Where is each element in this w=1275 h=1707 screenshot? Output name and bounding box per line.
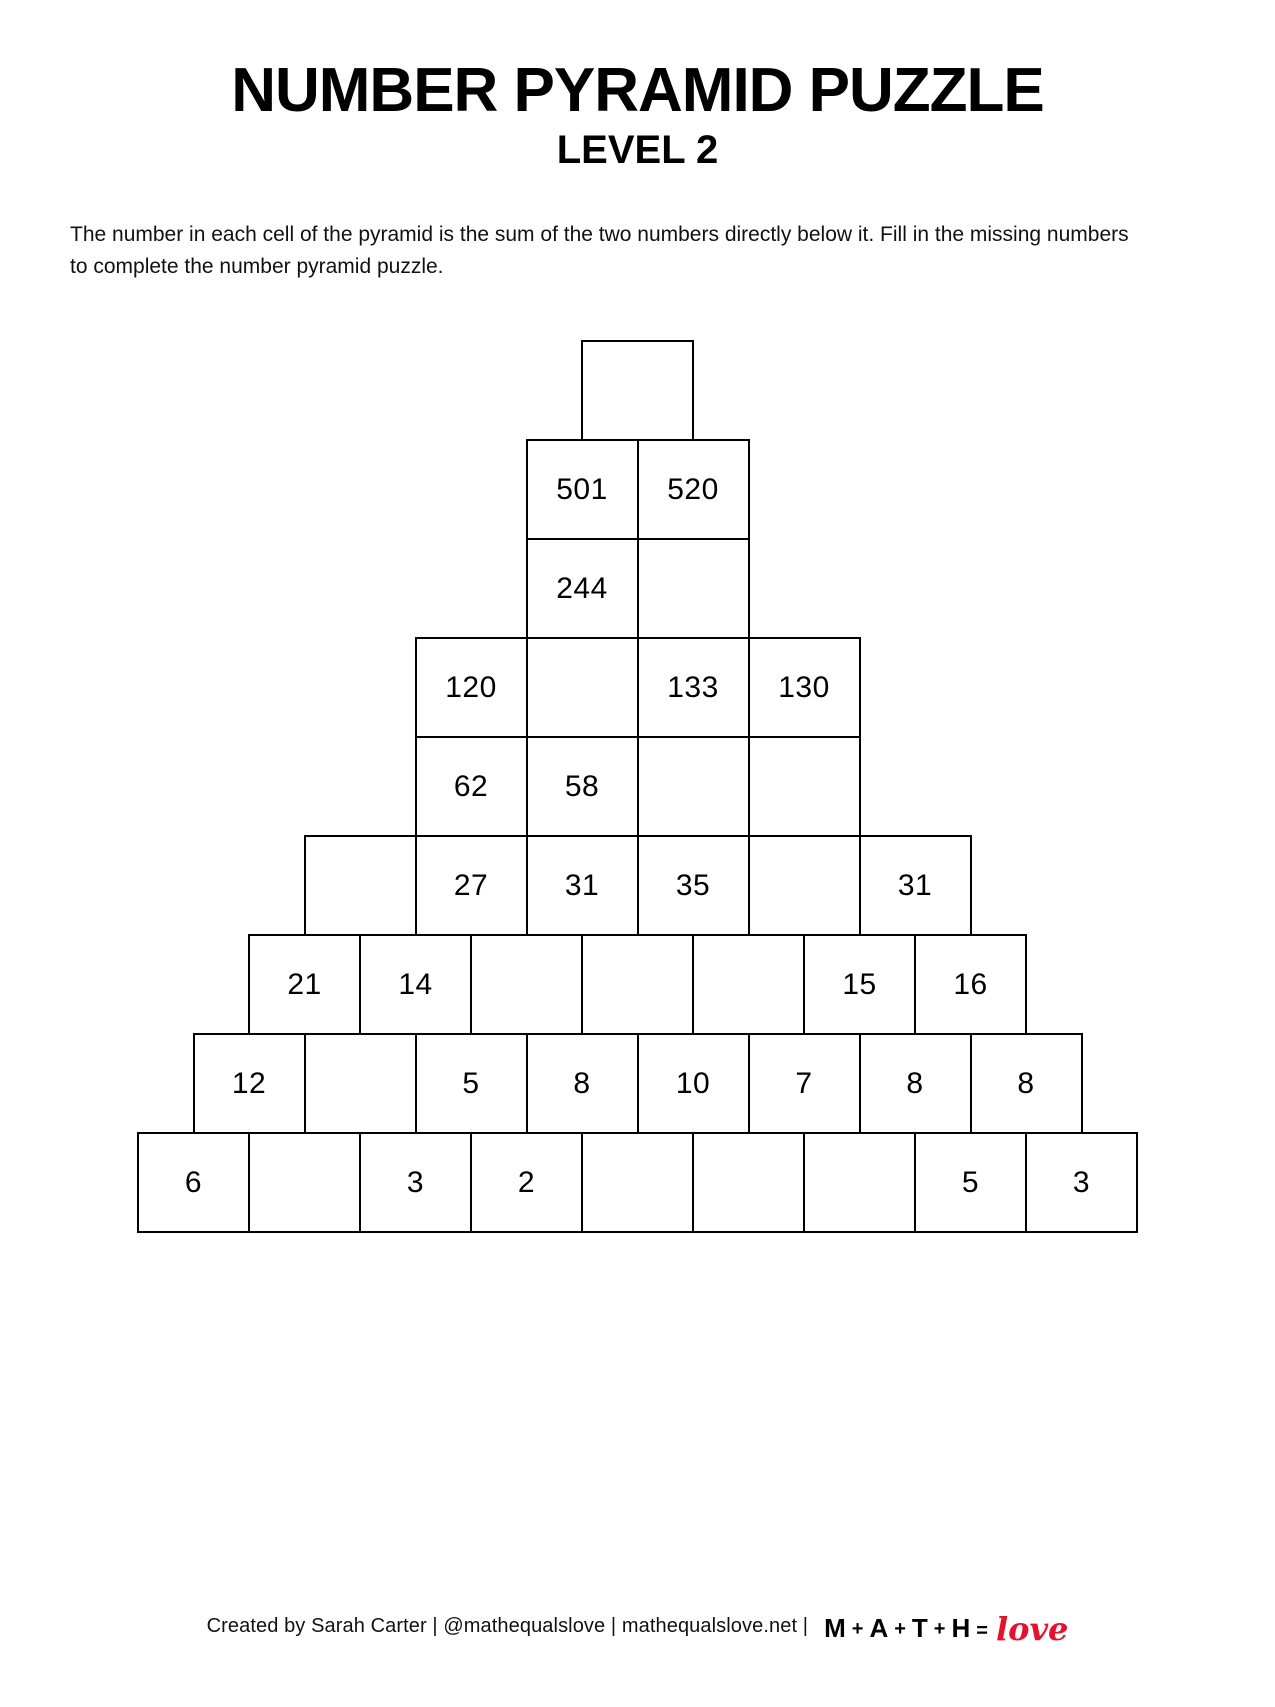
logo-letter-m: M (824, 1613, 847, 1643)
pyramid-cell[interactable]: 12 (193, 1033, 306, 1134)
pyramid-cell[interactable] (248, 1132, 361, 1233)
pyramid-cell[interactable]: 31 (859, 835, 972, 936)
pyramid-row (415, 736, 861, 837)
pyramid-cell[interactable] (637, 736, 750, 837)
pyramid-cell[interactable]: 5 (415, 1033, 528, 1134)
pyramid-cell[interactable] (803, 1132, 916, 1233)
pyramid-cell[interactable] (581, 934, 694, 1035)
pyramid-cell[interactable] (470, 934, 583, 1035)
pyramid-cell[interactable]: 120 (415, 637, 528, 738)
pyramid-row (304, 835, 972, 936)
pyramid-cell[interactable]: 10 (637, 1033, 750, 1134)
logo-plus-icon: + (894, 1618, 907, 1640)
pyramid-row (526, 538, 750, 639)
pyramid-row (137, 1132, 1138, 1233)
pyramid-cell[interactable]: 58 (526, 736, 639, 837)
pyramid-cell[interactable]: 244 (526, 538, 639, 639)
footer (0, 1607, 1275, 1648)
pyramid-cell[interactable] (748, 736, 861, 837)
pyramid-cell[interactable]: 21 (248, 934, 361, 1035)
pyramid-row (248, 934, 1027, 1035)
page-subtitle: LEVEL 2 (556, 128, 719, 173)
logo-equals-icon: = (976, 1620, 989, 1642)
math-equals-love-logo (824, 1607, 1069, 1648)
pyramid-cell[interactable]: 3 (359, 1132, 472, 1233)
pyramid-cell[interactable]: 31 (526, 835, 639, 936)
pyramid-cell[interactable]: 14 (359, 934, 472, 1035)
worksheet-page (0, 58, 1275, 1707)
pyramid-cell[interactable] (526, 637, 639, 738)
pyramid-cell[interactable] (581, 340, 694, 441)
pyramid-cell[interactable]: 501 (526, 439, 639, 540)
pyramid-cell[interactable]: 5 (914, 1132, 1027, 1233)
pyramid-cell[interactable]: 8 (970, 1033, 1083, 1134)
pyramid-cell[interactable]: 62 (415, 736, 528, 837)
pyramid-cell[interactable]: 27 (415, 835, 528, 936)
page-title: NUMBER PYRAMID PUZZLE (231, 56, 1044, 125)
pyramid-cell[interactable]: 8 (859, 1033, 972, 1134)
pyramid-cell[interactable]: 7 (748, 1033, 861, 1134)
pyramid-row (581, 340, 694, 441)
pyramid-cell[interactable]: 35 (637, 835, 750, 936)
pyramid-cell[interactable]: 520 (637, 439, 750, 540)
pyramid-cell[interactable] (581, 1132, 694, 1233)
instructions-text: The number in each cell of the pyramid is the sum of the two numbers directly below it. Fill in the missing numbers to complete the number pyramid puzzle. (70, 223, 1129, 278)
pyramid-cell[interactable]: 130 (748, 637, 861, 738)
pyramid-cell[interactable] (637, 538, 750, 639)
pyramid-cell[interactable]: 3 (1025, 1132, 1138, 1233)
logo-plus-icon: + (933, 1618, 947, 1640)
pyramid-cell[interactable]: 15 (803, 934, 916, 1035)
pyramid-cell[interactable]: 133 (637, 637, 750, 738)
pyramid-cell[interactable] (748, 835, 861, 936)
pyramid-row (526, 439, 750, 540)
pyramid-cell[interactable] (692, 934, 805, 1035)
number-pyramid (0, 340, 1275, 1233)
pyramid-cell[interactable]: 16 (914, 934, 1027, 1035)
logo-love-script: love (995, 1610, 1069, 1648)
pyramid-cell[interactable]: 8 (526, 1033, 639, 1134)
pyramid-cell[interactable]: 6 (137, 1132, 250, 1233)
pyramid-row (193, 1033, 1083, 1134)
pyramid-row (415, 637, 861, 738)
pyramid-cell[interactable] (692, 1132, 805, 1233)
footer-credit: Created by Sarah Carter | @mathequalslove | mathequalslove.net | (206, 1614, 809, 1637)
logo-plus-icon: + (851, 1618, 865, 1640)
pyramid-cell[interactable]: 2 (470, 1132, 583, 1233)
pyramid-cell[interactable] (304, 1033, 417, 1134)
pyramid-cell[interactable] (304, 835, 417, 936)
logo-letter-a: A (869, 1613, 890, 1643)
logo-letter-t: T (911, 1613, 929, 1643)
logo-letter-h: H (951, 1613, 972, 1643)
